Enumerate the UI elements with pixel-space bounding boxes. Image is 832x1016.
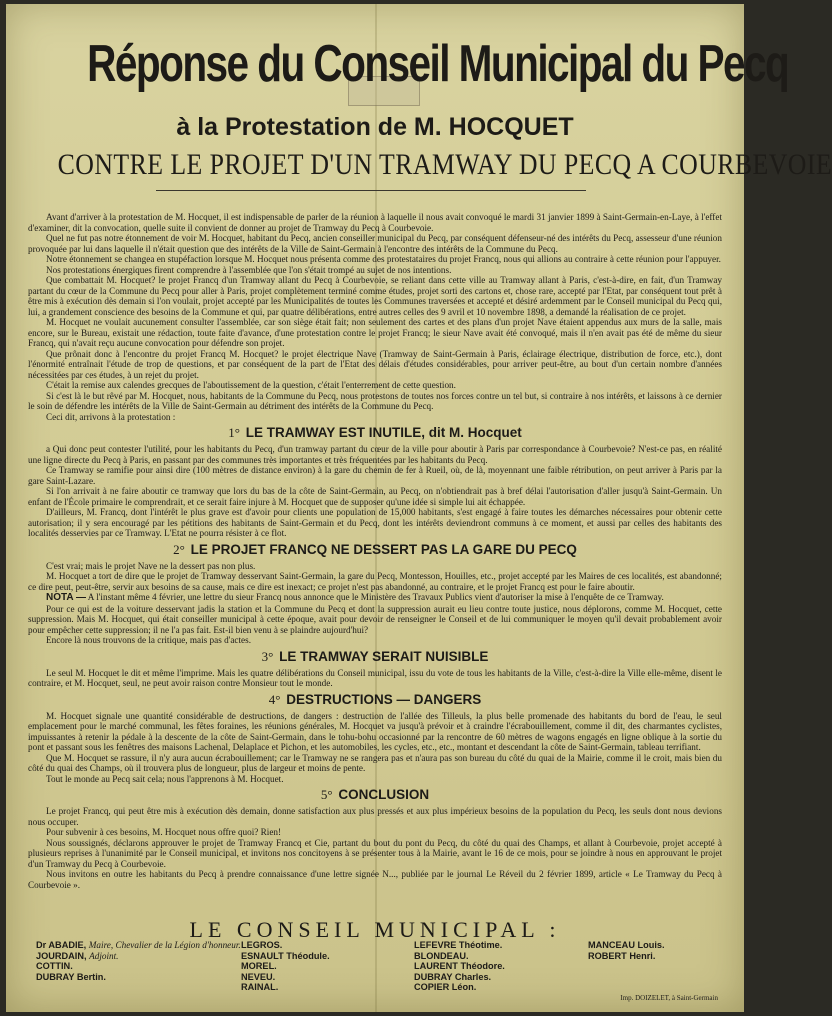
paragraph: Nous invitons en outre les habitants du Pecq à prendre connaissance d'une lettre signée N..., publiée par le journal Le Réveil du 2 février 1899, article « Le Tramway du Pecq à Courbevoie ». [28,869,722,890]
signer-column-3 [414,940,505,993]
signer: RAINAL. [241,982,279,993]
signer: Dr ABADIE, Maire, Chevalier de la Légion d'honneur. [36,940,241,950]
printer-credit: Imp. DOIZELET, à Saint-Germain [620,994,718,1002]
signer: COTTIN. [36,961,73,972]
signer-column-1 [36,940,241,982]
paragraph: Le projet Francq, qui peut être mis à exécution dès demain, donne satisfaction aux plus pressés et aux plus impérieux besoins de la population du Pecq, les seuls dont nous devions nous occuper. [28,806,722,827]
section-heading: 3° LE TRAMWAY SERAIT NUISIBLE [261,648,489,664]
title-rule [156,190,586,191]
paragraph: Nous soussignés, déclarons approuver le projet de Tramway Francq et Cie, partant du bout du pont du Pecq, du côté du quai des Champs, et allant à Courbevoie, projet accepté à plusieurs reprises à l'unanimité par le Conseil municipal, et invitons nos concitoyens à se présenter tous à la Mairie, avant le 16 de ce mois, pour se joindre à nous en approuvant le projet d'un Tramway du Pecq à Courbevoie. [28,837,722,869]
paragraph: Que combattait M. Hocquet? le projet Francq d'un Tramway allant du Pecq à Courbevoie, se reliant dans cette ville au Tramway allant à Paris, c'est-à-dire, en fait, d'un Tramway partant du cœur de la Commune du Pecq pour aller à Paris, projet complètement terminé comme études, projet sorti des cartons et, chose rare, accepté par l'Etat, par conséquent tout prêt à être mis à exécution dès demain si l'on voulait, projet accepté par les Municipalités de toutes les Communes traversées et accepté et désiré ardemment par le Conseil municipal du Pecq qui, lui, a grandement conscience des besoins de la Commune et qui, par quatre délibérations, entre autres celles des 9 avril et 10 novembre 1898, a demandé la réalisation de ce projet. [28,275,722,317]
signer-column-2 [241,940,330,993]
paragraph: Nos protestations énergiques firent comprendre à l'assemblée que l'on s'était trompé au sujet de nos intentions. [46,264,452,275]
intro [28,212,722,422]
paragraph: Pour subvenir à ces besoins, M. Hocquet nous offre quoi? Rien! [46,827,282,837]
section-heading: 1° LE TRAMWAY EST INUTILE, dit M. Hocquet [228,425,522,440]
paragraph: Avant d'arriver à la protestation de M. Hocquet, il est indispensable de parler de la réunion à laquelle il nous avait convoqué le mardi 31 janvier 1899 à Saint-Germain-en-Laye, à l'effet d'examiner, dit la convocation, quelle suite il convient de donner au projet de Tramway du Pecq à Courbevoie. [28,212,722,233]
section-heading: 2° LE PROJET FRANCQ NE DESSERT PAS LA GARE DU PECQ [173,541,577,557]
signer: ROBERT Henri. [588,950,656,961]
signer: JOURDAIN, Adjoint. [36,950,119,961]
signer: COPIER Léon. [414,982,477,993]
paragraph: Ce Tramway se ramifie pour ainsi dire (100 mètres de distance environ) à la gare du chemin de fer à Rueil, où, de là, moyennant une faible rétribution, on peut arriver à Paris par la gare Saint-Lazare. [28,465,722,486]
paragraph: D'ailleurs, M. Francq, dont l'intérêt le plus grave est d'avoir pour clients une population de 15,000 habitants, s'est engagé à faire toutes les démarches nécessaires pour obtenir cette autorisation; il y sera encouragé par les pétitions des habitants de Saint-Germain et du Pecq, dont les intérêts deviendront communs à ce moment, et aussi par celles des habitants des localités desservies par ce Tramway. L'Etat ne pourra résister à ce flot. [28,507,722,538]
paragraph: Tout le monde au Pecq sait cela; nous l'apprenons à M. Hocquet. [46,773,284,784]
signer: BLONDEAU. [414,950,469,961]
signer: ESNAULT Théodule. [241,950,330,961]
signer: MANCEAU Louis. [588,940,665,950]
paragraph: a Qui donc peut contester l'utilité, pour les habitants du Pecq, d'un tramway partant du cœur de la ville pour aboutir à Paris par correspondance à Courbevoie? N'est-ce pas, en réalité une ligne directe du Pecq à Paris, en passant par des communes très importantes et très fréquentées par les habitants du Pecq. [28,444,722,465]
section-heading: 4° DESTRUCTIONS — DANGERS [268,691,482,707]
signer: DUBRAY Charles. [414,971,492,982]
section-heading: 5° CONCLUSION [320,787,430,802]
signer: LAURENT Théodore. [414,961,505,972]
poster-subtitle: à la Protestation de M. HOCQUET [176,113,574,141]
paragraph: Que M. Hocquet se rassure, il n'y aura aucun écrabouillement; car le Tramway ne se rangera pas et n'aura pas son bureau du côté du quai de la Mairie, comme il le croit, mais bien du côté du quai des Champs, où il trouvera plus de longueur, plus de largeur et moins de pente. [28,752,722,773]
signer: LEFEVRE Théotime. [414,940,503,950]
poster-headline: CONTRE LE PROJET D'UN TRAMWAY DU PECQ A COURBEVOIE [57,148,832,181]
paragraph: Si l'on arrivait à ne faire aboutir ce tramway que lors du bas de la côte de Saint-Germain, au Pecq, on n'obtiendrait pas à bref délai l'autorisation d'aller jusqu'à Saint-Germain. Un enfant de l'École primaire le comprendrait, et ce serait faire injure à M. Hocquet que de supposer qu'une idée si simple lui ait échappée. [28,486,722,507]
paragraph: M. Hocquet a tort de dire que le projet de Tramway desservant Saint-Germain, la gare du Pecq, Montesson, Houilles, etc., projet accepté par les Maires de ces localités, est abandonné; ce dire peut, peut-être, servir aux besoins de sa cause, mais ce dire est inexact; ce projet n'est pas abandonné, au contraire, et le projet Francq est pour le faire aboutir. [28,571,722,592]
council-title: LE CONSEIL MUNICIPAL : [189,917,561,942]
poster-body [28,212,722,890]
signer-column-4 [588,940,665,961]
paragraph: M. Hocquet signale une quantité considérable de destructions, de dangers : destruction de l'allée des Tilleuls, la plus belle promenade des habitants du bord de l'eau, le seul emplacement pour le marché communal, les fêtes foraines, les réunions générales, M. Hocquet va jusqu'à prévoir et à craindre l'écrabouillement, comme il dit, des charmantes cyclistes, impuissantes à retenir la pédale à la descente de la côte de Saint-Germain, dans le tohu-bohu occasionné par la rencontre de 60 mètres de wagons engagés en ligne oblique à la sortie du pont et passant sous les fenêtres des maisons Lachenal, Delaplace et Pichon, et les automobiles, les cycles, etc., etc., montant et descendant la côte de Saint-Germain, tableau terrifiant. [28,710,722,752]
paragraph: C'est vrai; mais le projet Nave ne la dessert pas non plus. [46,560,256,571]
paragraph: Le seul M. Hocquet le dit et même l'imprime. Mais les quatre délibérations du Conseil municipal, issu du vote de tous les habitants de la Ville, c'est-à-dire la Ville elle-même, disent le contraire, et M. Hocquet, seul, ne peut avoir raison contre Monsieur tout le monde. [28,667,722,688]
signer: LEGROS. [241,940,283,950]
paragraph: M. Hocquet ne voulait aucunement consulter l'assemblée, car son siège était fait; non seulement des cartes et des plans d'un projet Nave étaient appendus aux murs de la salle, mais encore, sur le Bureau, existait une rédaction, toute faite d'avance, d'une protestation contre le projet Francq; le sieur Nave avait été convoqué, mais il n'en avait pas été de même du sieur Francq, qui n'avait reçu aucune convocation pour défendre son projet. [28,317,722,348]
paragraph: Que prônait donc à l'encontre du projet Francq M. Hocquet? le projet électrique Nave (Tramway de Saint-Germain à Paris, éclairage électrique, distribution de force, etc.), dont l'énormité entraînait l'étude de trop de questions, et par conséquent de la part de l'Etat des délais d'études considérables, pour arriver peut-être, au bout d'un certain nombre d'années nécessitées par ces études, à un rejet du projet. [28,348,722,380]
paragraph: Pour ce qui est de la voiture desservant jadis la station et la Commune du Pecq et dont la suppression aurait eu lieu contre toute justice, nous déplorons, comme M. Hocquet, cette suppression. Mais M. Hocquet, qui était conseiller municipal à cette époque, avait pour devoir de renseigner le Conseil et de lui communiquer le moyen qu'il devait probablement avoir pour empêcher cette suppression; il ne l'a pas fait. Est-il bien venu à se plaindre aujourd'hui? [28,603,722,635]
paragraph: Ceci dit, arrivons à la protestation : [46,411,176,422]
signer: MOREL. [241,961,277,972]
poster-title: Réponse du Conseil Municipal du Pecq [87,35,789,93]
paragraph: Encore là nous trouvons de la critique, mais pas d'actes. [46,635,251,645]
signer: NEVEU. [241,971,276,982]
paragraph: Notre étonnement se changea en stupéfaction lorsque M. Hocquet nous présenta comme des protestataires du projet Francq, nous qui allions au contraire à cette réunion pour l'appuyer. [46,254,721,264]
paragraph: Si c'est là le but rêvé par M. Hocquet, nous, habitants de la Commune du Pecq, nous protestons de toutes nos forces contre un tel but, si contraire à nos intérêts, et laissons à ce dernier le soin de défendre les intérêts de la Ville de Saint-Germain au détriment des intérêts de la Commune du Pecq. [28,390,722,411]
nota-paragraph: NOTA — A l'instant même 4 février, une lettre du sieur Francq nous annonce que le Ministère des Travaux Publics vient d'autoriser la mise à l'enquête de ce Tramway. [46,592,664,603]
paragraph: Quel ne fut pas notre étonnement de voir M. Hocquet, habitant du Pecq, ancien conseiller municipal du Pecq, par conséquent défenseur-né des intérêts du Pecq, assesseur d'une réunion provoquée par lui dans laquelle il n'était question que des intérêts de la Ville de Saint-Germain à l'encontre des intérêts de la Commune du Pecq. [28,233,722,254]
signer: DUBRAY Bertin. [36,971,106,982]
paragraph: C'était la remise aux calendes grecques de l'aboutissement de la question, c'était l'enterrement de cette question. [46,380,456,390]
poster [6,4,832,1012]
